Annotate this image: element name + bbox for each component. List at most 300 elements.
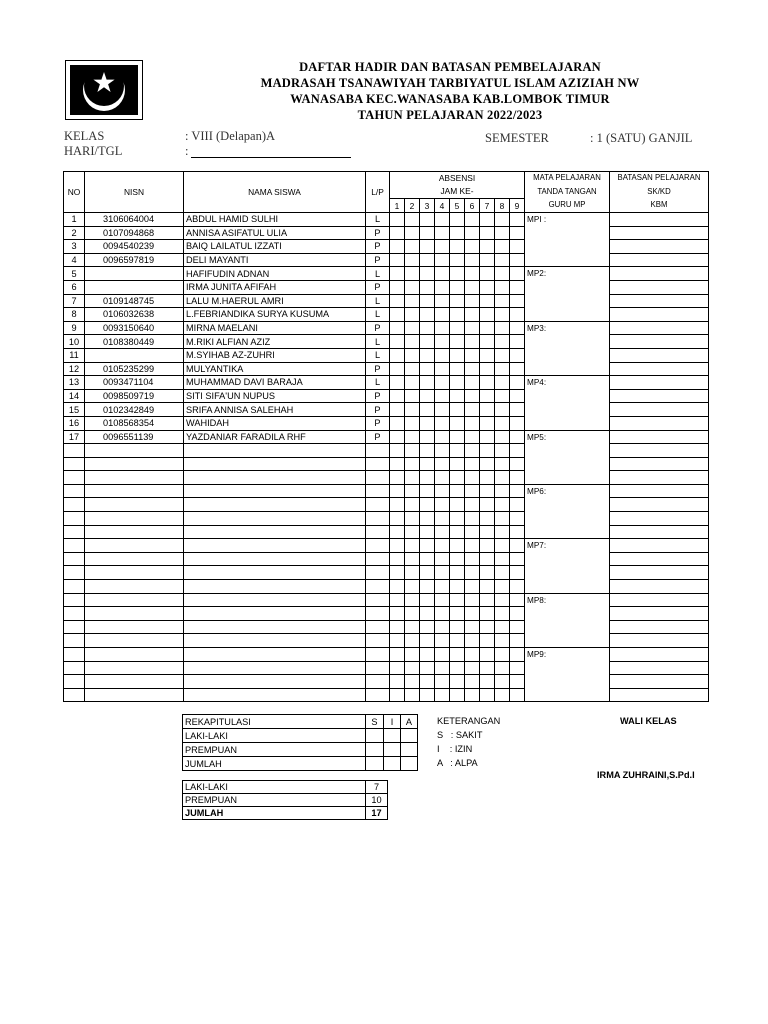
attendance-cell: [435, 348, 450, 362]
attendance-cell: [465, 267, 480, 281]
row-number: 11: [64, 348, 85, 362]
hari-blank-line: [191, 157, 351, 158]
row-nisn: [85, 580, 184, 594]
attendance-cell: [510, 240, 525, 254]
attendance-cell: [390, 444, 405, 458]
attendance-cell: [480, 539, 495, 553]
row-number: 8: [64, 308, 85, 322]
row-nisn: [85, 457, 184, 471]
row-student-name: [184, 675, 366, 689]
row-gender: L: [366, 335, 390, 349]
attendance-cell: [465, 688, 480, 702]
row-number: 15: [64, 403, 85, 417]
attendance-cell: [510, 376, 525, 390]
attendance-cell: [495, 240, 510, 254]
attendance-cell: [435, 566, 450, 580]
attendance-cell: [405, 308, 420, 322]
attendance-cell: [510, 457, 525, 471]
attendance-cell: [480, 484, 495, 498]
batasan-cell: [610, 240, 709, 254]
attendance-cell: [465, 213, 480, 227]
attendance-cell: [420, 321, 435, 335]
attendance-cell: [465, 648, 480, 662]
attendance-cell: [450, 362, 465, 376]
table-row: [64, 213, 709, 227]
attendance-cell: [390, 512, 405, 526]
row-gender: [366, 648, 390, 662]
batasan-cell: [610, 539, 709, 553]
attendance-cell: [420, 661, 435, 675]
table-row: [64, 362, 709, 376]
row-nisn: [85, 267, 184, 281]
row-number: 13: [64, 376, 85, 390]
row-nisn: 0109148745: [85, 294, 184, 308]
row-gender: L: [366, 348, 390, 362]
row-student-name: SITI SIFA'UN NUPUS: [184, 389, 366, 403]
rekap-cell: [401, 729, 418, 743]
row-nisn: 0105235299: [85, 362, 184, 376]
batasan-cell: [610, 580, 709, 594]
attendance-cell: [390, 552, 405, 566]
row-gender: P: [366, 430, 390, 444]
attendance-cell: [465, 280, 480, 294]
attendance-cell: [510, 280, 525, 294]
row-nisn: 0093471104: [85, 376, 184, 390]
table-row: [64, 376, 709, 390]
attendance-cell: [495, 512, 510, 526]
row-nisn: [85, 512, 184, 526]
attendance-cell: [435, 607, 450, 621]
row-number: [64, 580, 85, 594]
attendance-cell: [405, 552, 420, 566]
attendance-cell: [405, 525, 420, 539]
attendance-cell: [495, 484, 510, 498]
batasan-cell: [610, 416, 709, 430]
attendance-cell: [450, 376, 465, 390]
attendance-cell: [480, 321, 495, 335]
attendance-cell: [405, 240, 420, 254]
row-nisn: 0106032638: [85, 308, 184, 322]
attendance-cell: [420, 308, 435, 322]
table-row: [64, 430, 709, 444]
attendance-cell: [405, 280, 420, 294]
rekap-row-prempuan: PREMPUAN: [183, 743, 366, 757]
row-gender: [366, 484, 390, 498]
row-gender: [366, 661, 390, 675]
attendance-cell: [510, 580, 525, 594]
attendance-cell: [510, 661, 525, 675]
table-row: [64, 675, 709, 689]
row-student-name: IRMA JUNITA AFIFAH: [184, 280, 366, 294]
attendance-cell: [510, 430, 525, 444]
batasan-cell: [610, 321, 709, 335]
table-row: [64, 226, 709, 240]
attendance-cell: [405, 226, 420, 240]
attendance-cell: [495, 675, 510, 689]
attendance-cell: [420, 620, 435, 634]
row-number: [64, 661, 85, 675]
attendance-cell: [450, 348, 465, 362]
attendance-cell: [405, 607, 420, 621]
batasan-cell: [610, 552, 709, 566]
row-nisn: [85, 539, 184, 553]
attendance-cell: [465, 498, 480, 512]
attendance-cell: [450, 321, 465, 335]
attendance-cell: [435, 389, 450, 403]
attendance-cell: [435, 240, 450, 254]
attendance-cell: [510, 620, 525, 634]
row-gender: P: [366, 253, 390, 267]
row-student-name: [184, 498, 366, 512]
attendance-cell: [435, 498, 450, 512]
attendance-cell: [435, 525, 450, 539]
attendance-cell: [465, 471, 480, 485]
attendance-cell: [495, 552, 510, 566]
attendance-cell: [465, 226, 480, 240]
batasan-cell: [610, 403, 709, 417]
attendance-cell: [420, 471, 435, 485]
attendance-cell: [510, 403, 525, 417]
batasan-cell: [610, 661, 709, 675]
attendance-cell: [465, 457, 480, 471]
row-gender: P: [366, 389, 390, 403]
attendance-cell: [510, 607, 525, 621]
row-number: 10: [64, 335, 85, 349]
attendance-cell: [495, 566, 510, 580]
attendance-cell: [420, 335, 435, 349]
attendance-cell: [405, 512, 420, 526]
row-nisn: [85, 471, 184, 485]
attendance-cell: [510, 498, 525, 512]
attendance-cell: [450, 593, 465, 607]
attendance-cell: [510, 525, 525, 539]
attendance-cell: [510, 484, 525, 498]
attendance-cell: [420, 280, 435, 294]
row-nisn: [85, 444, 184, 458]
jam-number-header: 6: [465, 199, 480, 213]
attendance-cell: [450, 240, 465, 254]
row-nisn: [85, 552, 184, 566]
attendance-cell: [405, 362, 420, 376]
row-gender: P: [366, 226, 390, 240]
attendance-cell: [510, 471, 525, 485]
attendance-cell: [405, 457, 420, 471]
attendance-cell: [510, 226, 525, 240]
attendance-cell: [450, 688, 465, 702]
attendance-cell: [450, 294, 465, 308]
attendance-cell: [435, 213, 450, 227]
attendance-cell: [405, 661, 420, 675]
row-student-name: [184, 512, 366, 526]
header-nisn: NISN: [85, 172, 184, 213]
attendance-cell: [450, 403, 465, 417]
attendance-cell: [480, 430, 495, 444]
row-student-name: MULYANTIKA: [184, 362, 366, 376]
total-prempuan-value: 10: [366, 794, 388, 807]
attendance-cell: [420, 607, 435, 621]
attendance-cell: [495, 444, 510, 458]
attendance-cell: [480, 226, 495, 240]
attendance-cell: [420, 498, 435, 512]
row-number: [64, 634, 85, 648]
row-nisn: [85, 620, 184, 634]
attendance-cell: [405, 267, 420, 281]
attendance-cell: [420, 552, 435, 566]
row-gender: [366, 620, 390, 634]
attendance-cell: [420, 525, 435, 539]
row-student-name: [184, 566, 366, 580]
kelas-value: : VIII (Delapan)A: [185, 129, 276, 143]
header-absensi: ABSENSI: [390, 172, 525, 185]
attendance-cell: [495, 620, 510, 634]
row-number: 5: [64, 267, 85, 281]
attendance-cell: [495, 457, 510, 471]
attendance-cell: [435, 539, 450, 553]
batasan-cell: [610, 226, 709, 240]
batasan-cell: [610, 648, 709, 662]
attendance-cell: [450, 675, 465, 689]
row-nisn: 0102342849: [85, 403, 184, 417]
attendance-cell: [510, 566, 525, 580]
attendance-cell: [405, 539, 420, 553]
attendance-cell: [405, 593, 420, 607]
attendance-cell: [465, 240, 480, 254]
attendance-cell: [450, 566, 465, 580]
attendance-cell: [435, 321, 450, 335]
row-number: [64, 566, 85, 580]
batasan-cell: [610, 620, 709, 634]
attendance-cell: [480, 675, 495, 689]
attendance-cell: [435, 308, 450, 322]
attendance-cell: [450, 430, 465, 444]
row-gender: P: [366, 403, 390, 417]
jam-number-header: 5: [450, 199, 465, 213]
attendance-cell: [510, 267, 525, 281]
attendance-table: [63, 171, 709, 702]
mp-signature-cell: MP4:: [525, 376, 610, 430]
attendance-cell: [495, 213, 510, 227]
attendance-cell: [435, 267, 450, 281]
rekap-cell: [366, 729, 384, 743]
attendance-cell: [450, 512, 465, 526]
attendance-cell: [435, 444, 450, 458]
attendance-cell: [420, 539, 435, 553]
rekap-cell: [401, 743, 418, 757]
attendance-cell: [480, 525, 495, 539]
row-number: [64, 607, 85, 621]
attendance-cell: [390, 607, 405, 621]
row-student-name: [184, 444, 366, 458]
row-student-name: [184, 688, 366, 702]
row-student-name: [184, 525, 366, 539]
row-student-name: M.RIKI ALFIAN AZIZ: [184, 335, 366, 349]
table-row: [64, 471, 709, 485]
header-batas-1: BATASAN PELAJARAN: [610, 172, 709, 185]
attendance-cell: [420, 362, 435, 376]
attendance-cell: [480, 294, 495, 308]
attendance-cell: [390, 416, 405, 430]
batasan-cell: [610, 280, 709, 294]
school-logo: [65, 60, 143, 120]
attendance-cell: [405, 484, 420, 498]
attendance-cell: [450, 416, 465, 430]
table-row: [64, 240, 709, 254]
attendance-cell: [390, 240, 405, 254]
row-number: [64, 498, 85, 512]
attendance-cell: [465, 552, 480, 566]
attendance-cell: [435, 688, 450, 702]
attendance-cell: [480, 348, 495, 362]
attendance-cell: [480, 471, 495, 485]
row-gender: P: [366, 321, 390, 335]
attendance-cell: [450, 539, 465, 553]
attendance-cell: [435, 226, 450, 240]
attendance-cell: [465, 620, 480, 634]
attendance-cell: [390, 471, 405, 485]
row-student-name: WAHIDAH: [184, 416, 366, 430]
row-number: [64, 648, 85, 662]
attendance-cell: [390, 213, 405, 227]
total-jumlah-value: 17: [366, 807, 388, 820]
attendance-cell: [450, 471, 465, 485]
attendance-cell: [390, 498, 405, 512]
header-address: WANASABA KEC.WANASABA KAB.LOMBOK TIMUR: [290, 92, 610, 106]
attendance-cell: [450, 280, 465, 294]
total-prempuan-label: PREMPUAN: [183, 794, 366, 807]
attendance-cell: [435, 675, 450, 689]
attendance-cell: [465, 362, 480, 376]
attendance-cell: [435, 484, 450, 498]
attendance-cell: [405, 566, 420, 580]
attendance-cell: [420, 512, 435, 526]
row-student-name: [184, 484, 366, 498]
table-row: [64, 416, 709, 430]
attendance-cell: [435, 512, 450, 526]
attendance-cell: [420, 593, 435, 607]
attendance-cell: [390, 620, 405, 634]
row-student-name: [184, 607, 366, 621]
row-gender: [366, 580, 390, 594]
attendance-cell: [390, 226, 405, 240]
attendance-cell: [480, 580, 495, 594]
header-jam: JAM KE-: [390, 185, 525, 199]
table-row: [64, 294, 709, 308]
attendance-cell: [465, 661, 480, 675]
batasan-cell: [610, 335, 709, 349]
header-mata-1: MATA PELAJARAN: [525, 172, 610, 185]
attendance-cell: [450, 267, 465, 281]
row-student-name: [184, 620, 366, 634]
row-nisn: [85, 498, 184, 512]
attendance-cell: [495, 688, 510, 702]
attendance-cell: [510, 593, 525, 607]
attendance-cell: [495, 539, 510, 553]
header-mata-2: TANDA TANGAN: [525, 185, 610, 199]
row-student-name: [184, 580, 366, 594]
attendance-cell: [435, 253, 450, 267]
attendance-cell: [480, 457, 495, 471]
attendance-cell: [480, 403, 495, 417]
attendance-cell: [390, 457, 405, 471]
attendance-cell: [450, 444, 465, 458]
attendance-cell: [390, 688, 405, 702]
attendance-cell: [510, 321, 525, 335]
batasan-cell: [610, 607, 709, 621]
rekap-row-laki: LAKI-LAKI: [183, 729, 366, 743]
attendance-cell: [390, 634, 405, 648]
attendance-cell: [405, 688, 420, 702]
row-gender: [366, 539, 390, 553]
attendance-cell: [495, 661, 510, 675]
attendance-cell: [405, 416, 420, 430]
row-number: [64, 593, 85, 607]
row-student-name: DELI MAYANTI: [184, 253, 366, 267]
row-number: 7: [64, 294, 85, 308]
attendance-cell: [480, 498, 495, 512]
row-number: [64, 457, 85, 471]
attendance-cell: [465, 566, 480, 580]
attendance-cell: [510, 675, 525, 689]
rekap-cell: [384, 729, 401, 743]
table-row: [64, 321, 709, 335]
header-batas-3: KBM: [610, 199, 709, 213]
attendance-cell: [390, 661, 405, 675]
row-gender: L: [366, 294, 390, 308]
row-student-name: M.SYIHAB AZ-ZUHRI: [184, 348, 366, 362]
row-number: 1: [64, 213, 85, 227]
keterangan-alpa: A : ALPA: [437, 758, 478, 768]
totals-table: [182, 780, 388, 820]
attendance-cell: [495, 321, 510, 335]
attendance-cell: [435, 416, 450, 430]
attendance-cell: [495, 525, 510, 539]
mp-signature-cell: MP6:: [525, 484, 610, 538]
row-gender: L: [366, 213, 390, 227]
attendance-cell: [495, 226, 510, 240]
attendance-cell: [495, 335, 510, 349]
row-nisn: [85, 688, 184, 702]
keterangan-title: KETERANGAN: [437, 716, 501, 726]
attendance-cell: [510, 539, 525, 553]
attendance-cell: [390, 321, 405, 335]
row-nisn: [85, 634, 184, 648]
attendance-cell: [435, 430, 450, 444]
row-number: 2: [64, 226, 85, 240]
attendance-cell: [405, 321, 420, 335]
attendance-cell: [435, 593, 450, 607]
row-gender: [366, 566, 390, 580]
table-row: [64, 267, 709, 281]
row-student-name: L.FEBRIANDIKA SURYA KUSUMA: [184, 308, 366, 322]
attendance-cell: [495, 253, 510, 267]
row-gender: [366, 498, 390, 512]
row-student-name: [184, 661, 366, 675]
rekap-cell: [384, 743, 401, 757]
attendance-cell: [480, 648, 495, 662]
attendance-cell: [435, 634, 450, 648]
rekap-cell: [366, 757, 384, 771]
attendance-cell: [510, 348, 525, 362]
attendance-cell: [420, 253, 435, 267]
row-student-name: YAZDANIAR FARADILA RHF: [184, 430, 366, 444]
attendance-cell: [390, 525, 405, 539]
table-row: [64, 593, 709, 607]
table-row: [64, 308, 709, 322]
attendance-cell: [465, 430, 480, 444]
header-title: DAFTAR HADIR DAN BATASAN PEMBELAJARAN: [299, 60, 601, 74]
attendance-cell: [465, 321, 480, 335]
attendance-cell: [450, 457, 465, 471]
